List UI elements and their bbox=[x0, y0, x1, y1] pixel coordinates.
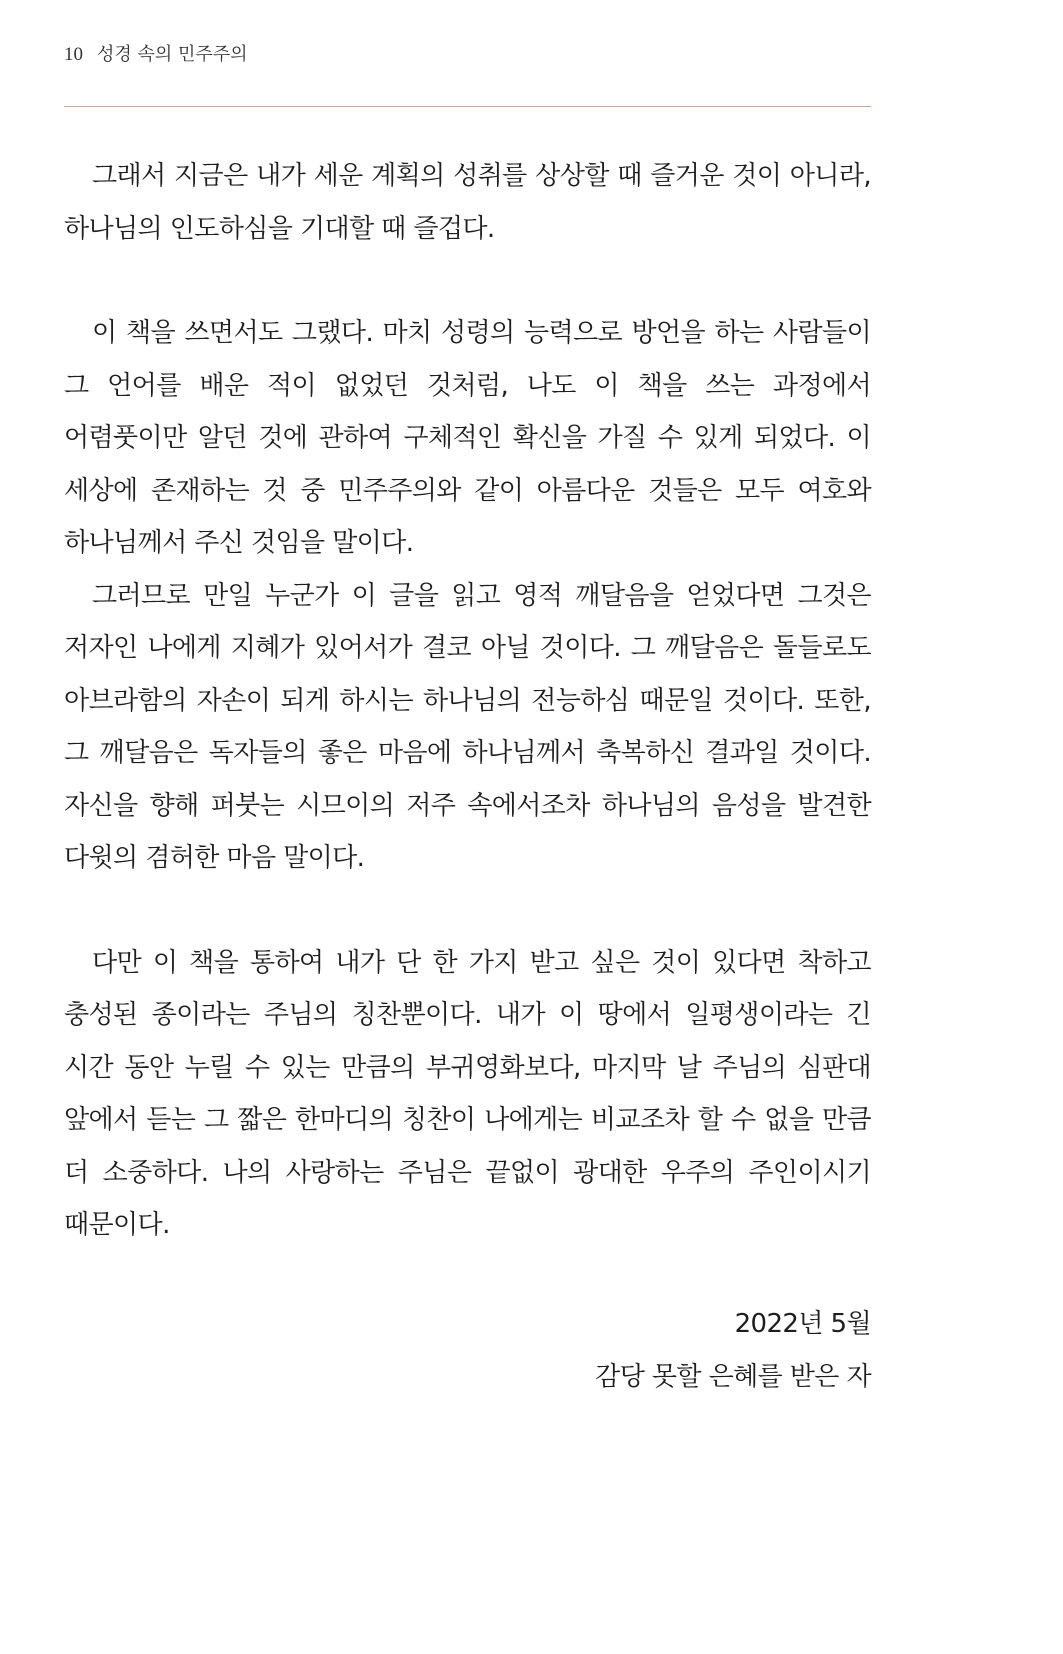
paragraph-3: 그러므로 만일 누군가 이 글을 읽고 영적 깨달음을 얻었다면 그것은 저자인 나에게 지혜가 있어서가 결코 아닐 것이다. 그 깨달음은 돌들로도 아브라함의 자손이 되게 하시는 하나님의 전능하심 때문일 것이다. 또한, 그 깨달음은 독자들의 좋은 마음에 하나님께서 축복하신 결과일 것이다. 자신을 향해 퍼붓는 시므이의 저주 속에서조차 하나님의 음성을 발견한 다윗의 겸허한 마음 말이다. bbox=[64, 580, 871, 873]
paragraph-1: 그래서 지금은 내가 세운 계획의 성취를 상상할 때 즐거운 것이 아니라, 하나님의 인도하심을 기대할 때 즐겁다. bbox=[64, 161, 871, 244]
page-number: 10 bbox=[64, 44, 83, 65]
signature-date: 2022년 5월 bbox=[734, 1309, 871, 1339]
header-divider bbox=[64, 106, 871, 107]
paragraph-spacer bbox=[64, 255, 871, 307]
signature-author: 감당 못할 은혜를 받은 자 bbox=[595, 1361, 871, 1392]
running-header bbox=[64, 40, 248, 66]
paragraph-4: 다만 이 책을 통하여 내가 단 한 가지 받고 싶은 것이 있다면 착하고 충성된 종이라는 주님의 칭찬뿐이다. 내가 이 땅에서 일평생이라는 긴 시간 동안 누릴 수 있는 만큼의 부귀영화보다, 마지막 날 주님의 심판대 앞에서 듣는 그 짧은 한마디의 칭찬이 나에게는 비교조차 할 수 없을 만큼 더 소중하다. 나의 사랑하는 주님은 끝없이 광대한 우주의 주인이시기 때문이다. bbox=[64, 947, 871, 1240]
paragraph-spacer bbox=[64, 885, 871, 937]
book-title: 성경 속의 민주주의 bbox=[97, 44, 248, 65]
body-text bbox=[64, 150, 871, 1252]
paragraph-2: 이 책을 쓰면서도 그랬다. 마치 성령의 능력으로 방언을 하는 사람들이 그 언어를 배운 적이 없었던 것처럼, 나도 이 책을 쓰는 과정에서 어렴풋이만 알던 것에 관하여 구체적인 확신을 가질 수 있게 되었다. 이 세상에 존재하는 것 중 민주주의와 같이 아름다운 것들은 모두 여호와 하나님께서 주신 것임을 말이다. bbox=[64, 318, 871, 558]
signature-block bbox=[595, 1298, 871, 1403]
